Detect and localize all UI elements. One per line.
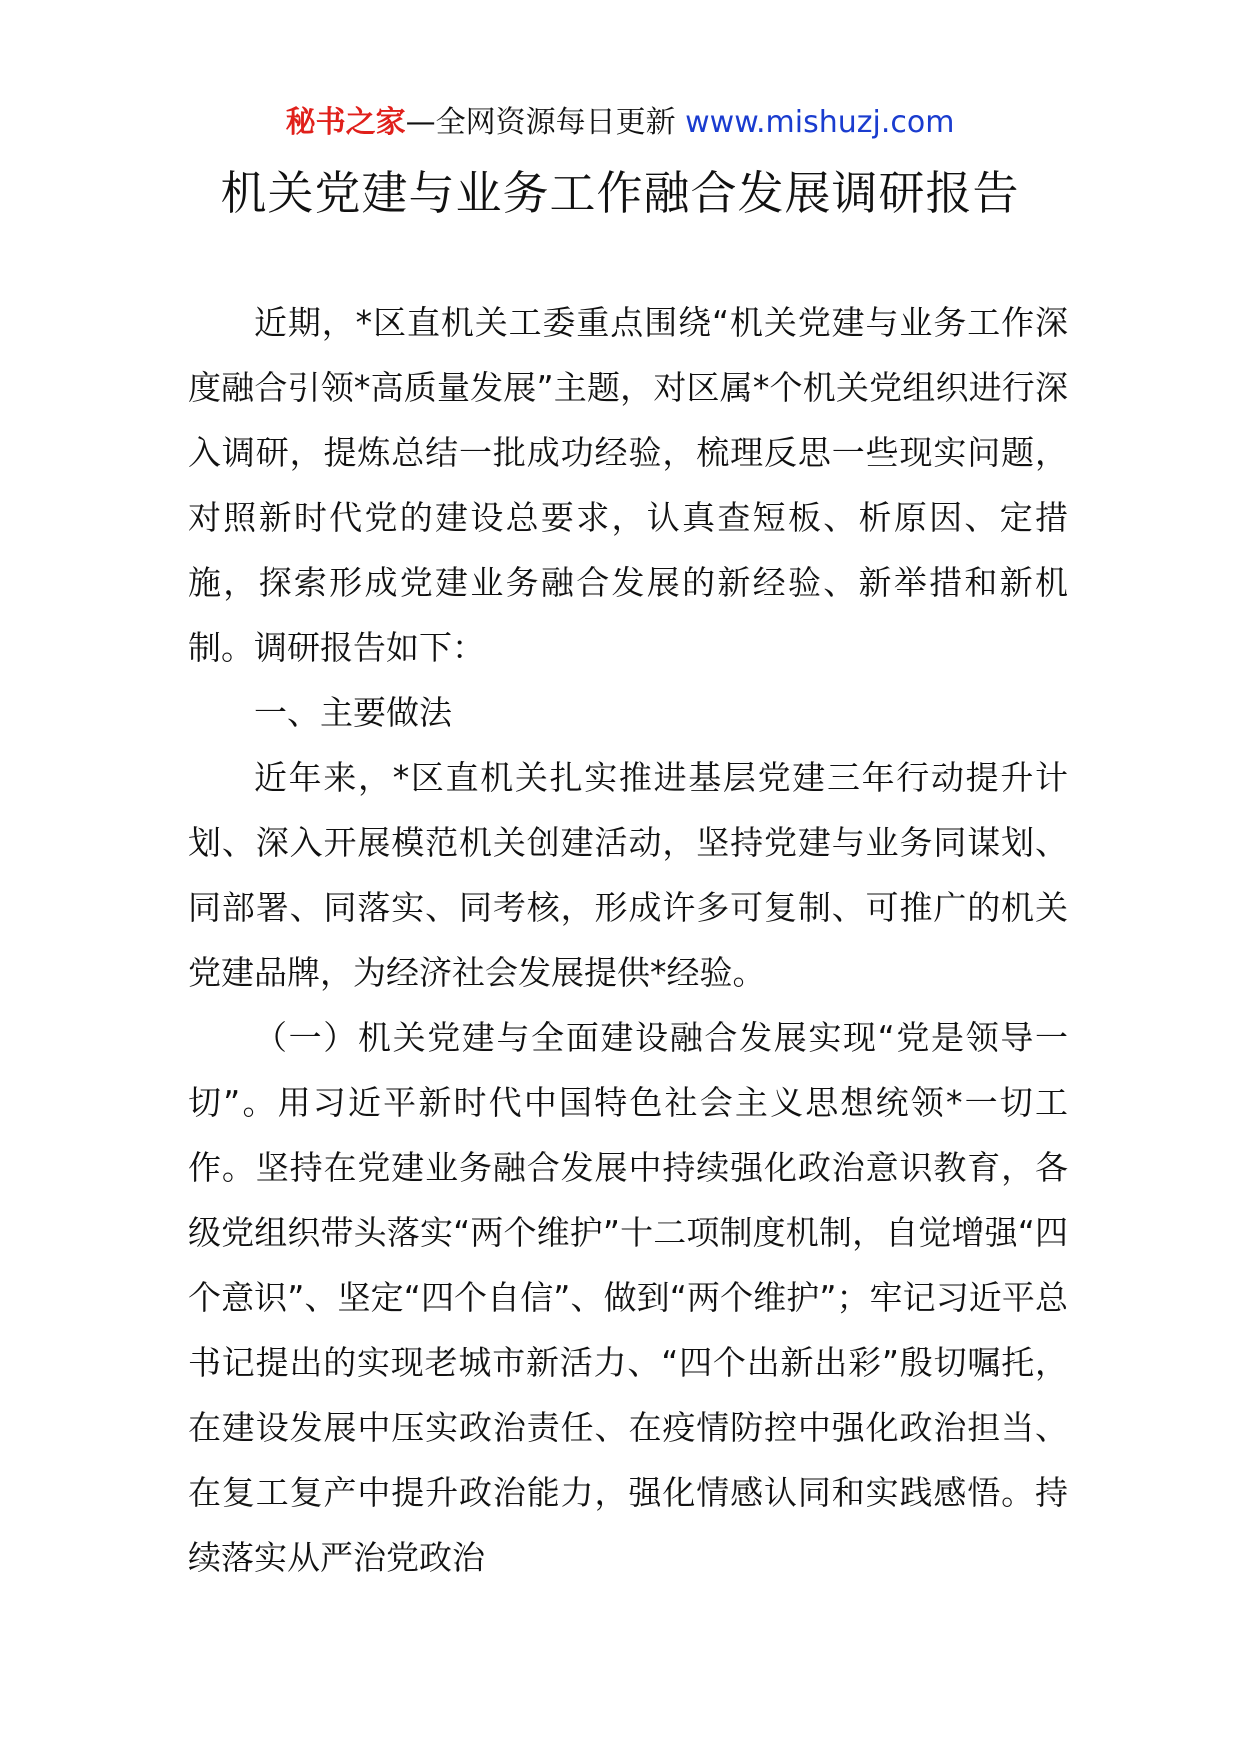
site-url[interactable]: www.mishuzj.com xyxy=(685,105,955,140)
document-body xyxy=(188,290,1068,1590)
watermark-header xyxy=(0,100,1240,146)
paragraph-subsection-1: （一）机关党建与全面建设融合发展实现“党是领导一切”。用习近平新时代中国特色社会主义思想统领*一切工作。坚持在党建业务融合发展中持续强化政治意识教育，各级党组织带头落实“两个维护”十二项制度机制，自觉增强“四个意识”、坚定“四个自信”、做到“两个维护”；牢记习近平总书记提出的实现老城市新活力、“四个出新出彩”殷切嘱托，在建设发展中压实政治责任、在疫情防控中强化政治担当、在复工复产中提升政治能力，强化情感认同和实践感悟。持续落实从严治党政治 xyxy=(188,1018,1068,1577)
header-slogan: —全网资源每日更新 xyxy=(405,105,676,140)
section-heading: 一、主要做法 xyxy=(254,693,452,732)
brand-name: 秘书之家 xyxy=(285,105,406,140)
paragraph-intro: 近期，*区直机关工委重点围绕“机关党建与业务工作深度融合引领*高质量发展”主题，对区属*个机关党组织进行深入调研，提炼总结一批成功经验，梳理反思一些现实问题，对照新时代党的建设总要求，认真查短板、析原因、定措施，探索形成党建业务融合发展的新经验、新举措和新机制。调研报告如下： xyxy=(188,303,1068,667)
paragraph-overview: 近年来，*区直机关扎实推进基层党建三年行动提升计划、深入开展模范机关创建活动，坚持党建与业务同谋划、同部署、同落实、同考核，形成许多可复制、可推广的机关党建品牌，为经济社会发展提供*经验。 xyxy=(188,758,1068,992)
document-title: 机关党建与业务工作融合发展调研报告 xyxy=(220,166,1020,220)
